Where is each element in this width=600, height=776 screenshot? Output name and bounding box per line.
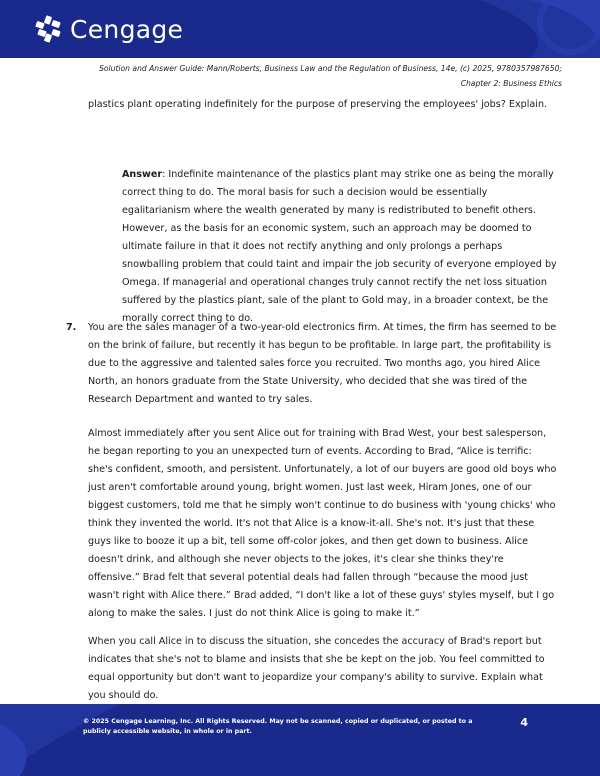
- page-number: 4: [520, 716, 528, 729]
- header-banner: [0, 0, 600, 58]
- header-citation: Solution and Answer Guide: Mann/Roberts, Business Law and the Regulation of Business, 14e, (c) 2025, 9780357987650;: [99, 64, 562, 73]
- answer-text: : Indefinite maintenance of the plastics plant may strike one as being the morally correct thing to do. The moral basis for such a decision would be essentially egalitarianism where the wealth generated by many is redistributed to benefit others. However, as the basis for an economic system, such an approach may be doomed to ultimate failure in that it does not rectify anything and only prolongs a perhaps snowballing problem that could taint and impair the job security of everyone employed by Omega. If managerial and operational changes truly cannot rectify the net loss situation suffered by the plastics plant, sale of the plant to Gold may, in a broader context, be the morally correct thing to do.: [122, 169, 557, 324]
- question-7-paragraph-2: Almost immediately after you sent Alice out for training with Brad West, your best salesperson, he began reporting to you an unexpected turn of events. According to Brad, “Alice is terrific: she's confident, smooth, and persistent. Unfortunately, a lot of our buyers are good old boys who just aren't comfortable around young, bright women. Just last week, Hiram Jones, one of our biggest customers, told me that he simply won't continue to do business with 'young chicks' who think they invented the world. It's not that Alice is a know-it-all. She's not. It's just that these guys like to booze it up a bit, tell some off-color jokes, and then get down to business. Alice doesn't drink, and although she never objects to the jokes, it's clear she thinks they're offensive.” Brad felt that several potential deals had fallen through “because the mood just wasn't right with Alice there.” Brad added, “I don't like a lot of these guys' styles myself, but I go along to make the sales. I just do not think Alice is going to make it.”: [88, 428, 557, 619]
- header-chapter: Chapter 2: Business Ethics: [460, 79, 562, 88]
- answer-paragraph: [122, 166, 558, 328]
- brand-name: Cengage: [70, 14, 184, 44]
- intro-paragraph: plastics plant operating indefinitely for the purpose of preserving the employees' jobs? Explain.: [88, 99, 548, 110]
- question-number: 7.: [66, 322, 77, 333]
- cengage-mark-icon: [34, 15, 62, 43]
- cengage-logo: [34, 12, 183, 46]
- banner-decoration: [420, 0, 600, 58]
- footer-decoration: [0, 704, 200, 776]
- question-7-paragraph: You are the sales manager of a two-year-old electronics firm. At times, the firm has seemed to be on the brink of failure, but recently it has begun to be profitable. In large part, the profitability is due to the aggressive and talented sales force you recruited. Two months ago, you hired Alice North, an honors graduate from the State University, who decided that she was tired of the Research Department and wanted to try sales.: [88, 322, 557, 405]
- footer-banner: [0, 704, 600, 776]
- question-7-paragraph-3: When you call Alice in to discuss the situation, she concedes the accuracy of Brad's report but indicates that she's not to blame and insists that she be kept on the job. You feel committed to equal opportunity but don't want to jeopardize your company's ability to survive. Explain what you should do.: [88, 636, 545, 701]
- answer-label: Answer: [122, 169, 163, 180]
- copyright-notice: © 2025 Cengage Learning, Inc. All Rights Reserved. May not be scanned, copied or duplicated, or posted to a publicly accessible website, in whole or in part.: [83, 718, 473, 735]
